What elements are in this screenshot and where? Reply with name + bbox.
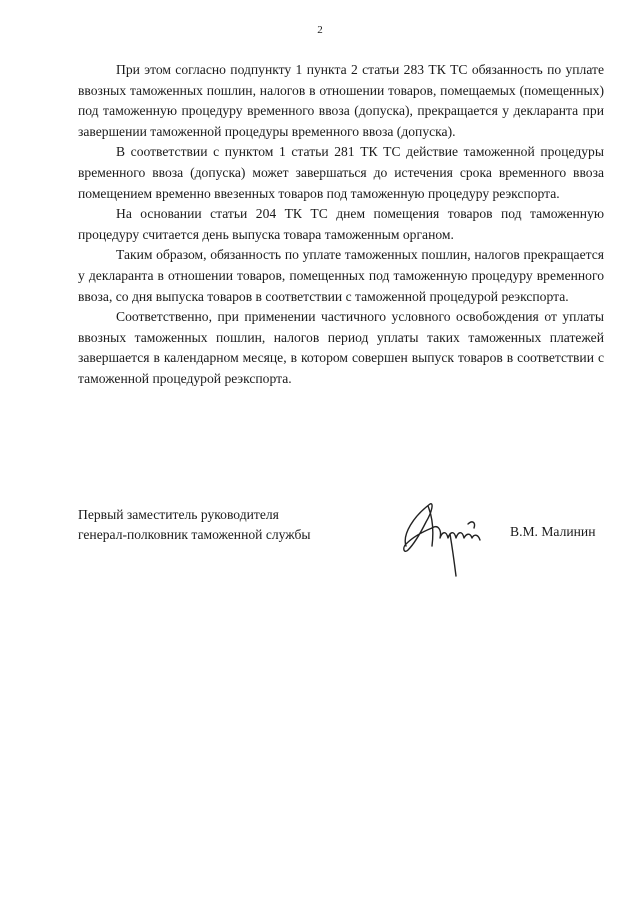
paragraph-4: Таким образом, обязанность по уплате таможенных пошлин, налогов прекращается у декларанта в отношении товаров, помещенных под таможенную процедуру временного ввоза, со дня выпуска товаров в соответствии с таможенной процедурой реэкспорта. [78,247,604,304]
signatory-position-line-2: генерал-полковник таможенной службы [78,527,311,542]
signatory-name: В.М. Малинин [510,524,596,539]
page-number: 2 [317,24,323,36]
paragraph-1: При этом согласно подпункту 1 пункта 2 статьи 283 ТК ТС обязанность по уплате ввозных таможенных пошлин, налогов в отношении товаров, помещаемых (помещенных) под таможенную процедуру временного ввоза (допуска), прекращается у декларанта при завершении таможенной процедуры временного ввоза (допуска). [78,62,604,139]
signatory-position [78,505,311,545]
document-body [78,60,604,390]
paragraph-2: В соответствии с пунктом 1 статьи 281 ТК ТС действие таможенной процедуры временного ввоза (допуска) может завершаться до истечения срока временного ввоза помещением временно ввезенных товаров под таможенную процедуру реэкспорта. [78,144,604,201]
paragraph-3: На основании статьи 204 ТК ТС днем помещения товаров под таможенную процедуру считается день выпуска товара таможенным органом. [78,206,604,242]
signatory-position-line-1: Первый заместитель руководителя [78,507,279,522]
handwritten-signature [392,494,492,580]
paragraph-5: Соответственно, при применении частичного условного освобождения от уплаты ввозных таможенных пошлин, налогов период уплаты таких таможенных платежей завершается в календарном месяце, в котором совершен выпуск товаров в соответствии с таможенной процедурой реэкспорта. [78,309,604,386]
